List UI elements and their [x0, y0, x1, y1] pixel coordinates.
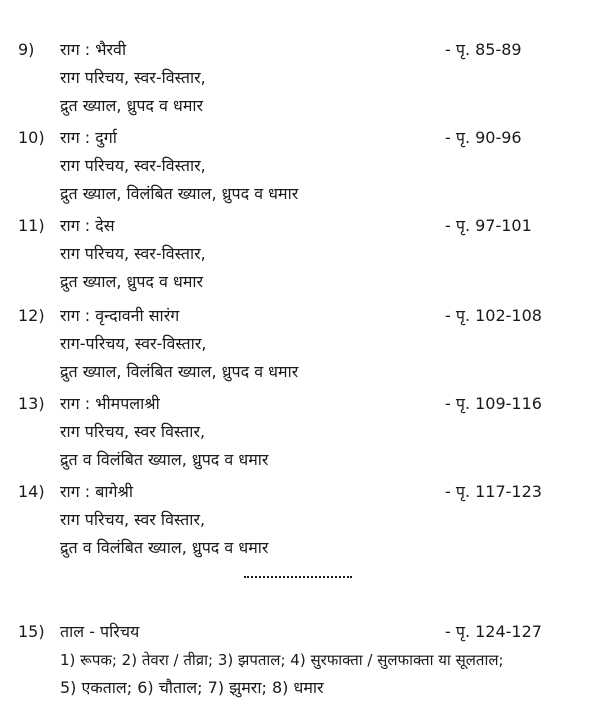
- entry-line: द्रुत ख्याल, ध्रुपद व धमार: [60, 96, 204, 115]
- entry-line: द्रुत ख्याल, विलंबित ख्याल, ध्रुपद व धमार: [60, 362, 299, 381]
- entry-line: द्रुत व विलंबित ख्याल, ध्रुपद व धमार: [60, 538, 269, 557]
- entry-line: राग परिचय, स्वर-विस्तार,: [60, 68, 206, 87]
- dotted-separator: [244, 576, 352, 578]
- entry-title: राग : भीमपलाश्री: [60, 394, 160, 413]
- entry-page: - पृ. 90-96: [445, 128, 522, 147]
- entry-number: 12): [18, 306, 45, 325]
- entry-page: - पृ. 109-116: [445, 394, 542, 413]
- entry-number: 11): [18, 216, 45, 235]
- entry-title: राग : वृन्दावनी सारंग: [60, 306, 180, 325]
- entry-page: - पृ. 117-123: [445, 482, 542, 501]
- entry-number: 13): [18, 394, 45, 413]
- entry-line: राग परिचय, स्वर-विस्तार,: [60, 244, 206, 263]
- entry-line: राग-परिचय, स्वर-विस्तार,: [60, 334, 207, 353]
- entry-page: - पृ. 102-108: [445, 306, 542, 325]
- entry-page: - पृ. 97-101: [445, 216, 532, 235]
- entry-line: राग परिचय, स्वर विस्तार,: [60, 422, 206, 441]
- entry-line: 5) एकताल; 6) चौताल; 7) झुमरा; 8) धमार: [60, 678, 324, 697]
- entry-number: 15): [18, 622, 45, 641]
- entry-title: राग : भैरवी: [60, 40, 127, 59]
- entry-title: राग : दुर्गा: [60, 128, 117, 147]
- entry-page: - पृ. 124-127: [445, 622, 542, 641]
- entry-page: - पृ. 85-89: [445, 40, 522, 59]
- entry-title: ताल - परिचय: [60, 622, 140, 641]
- entry-title: राग : बागेश्री: [60, 482, 134, 501]
- entry-line: द्रुत व विलंबित ख्याल, ध्रुपद व धमार: [60, 450, 269, 469]
- entry-number: 10): [18, 128, 45, 147]
- entry-number: 9): [18, 40, 35, 59]
- entry-line: राग परिचय, स्वर-विस्तार,: [60, 156, 206, 175]
- entry-line: द्रुत ख्याल, विलंबित ख्याल, ध्रुपद व धमार: [60, 184, 299, 203]
- entry-number: 14): [18, 482, 45, 501]
- entry-line: राग परिचय, स्वर विस्तार,: [60, 510, 206, 529]
- entry-line: द्रुत ख्याल, ध्रुपद व धमार: [60, 272, 204, 291]
- entry-line: 1) रूपक; 2) तेवरा / तीव्रा; 3) झपताल; 4) सुरफाक्ता / सुलफाक्ता या सूलताल;: [60, 651, 504, 669]
- entry-title: राग : देस: [60, 216, 115, 235]
